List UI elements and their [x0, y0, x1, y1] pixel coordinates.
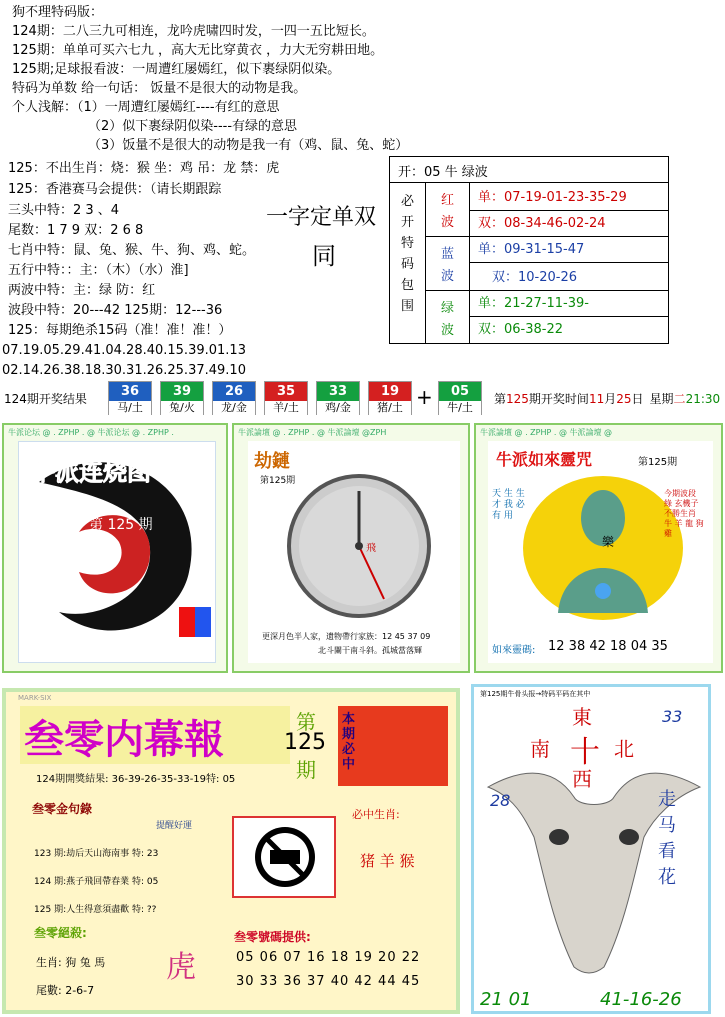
- ball-number: 05: [439, 382, 481, 401]
- panel-inner: [488, 441, 713, 663]
- wave-char: 波: [440, 215, 454, 230]
- ball-number: 35: [265, 382, 307, 401]
- next-day: 25: [616, 392, 632, 406]
- red-even-row: [470, 211, 668, 237]
- line-wave: 两波中特：主：绿 防：红: [8, 283, 156, 298]
- ball-zodiac: 龙/金: [213, 401, 255, 416]
- verse-num: 123: [34, 849, 52, 859]
- result-ball: [160, 381, 204, 415]
- kill-zodiac-values: 狗 兔 馬: [65, 956, 106, 969]
- panel-clock: [232, 423, 470, 673]
- same-word: 同: [312, 242, 336, 270]
- vertical-char: 围: [400, 299, 414, 314]
- next-weekday: 二: [673, 392, 686, 406]
- panel-period: 第 125 期: [89, 517, 153, 533]
- line-124: 124期：二八三九可相连，龙吟虎啸四时发，一四一五比短长。: [12, 24, 375, 39]
- single-double-word: 一字定单双: [266, 205, 377, 230]
- wave-char: 波: [440, 269, 454, 284]
- kill-tail-values: 2-6-7: [65, 984, 95, 997]
- no-sign-box: [232, 816, 336, 898]
- row-label: 单：: [478, 296, 505, 311]
- row-label: 双：: [478, 322, 505, 337]
- next-day-unit: 日: [631, 392, 644, 406]
- line-five: 五行中特：：主：（木）（水）淮]: [8, 263, 189, 278]
- vertical-char: 特: [400, 236, 414, 251]
- result-ball: [212, 381, 256, 415]
- kill-tail: [36, 982, 94, 998]
- row-nums: 10-20-26: [518, 270, 578, 285]
- panel-header: 第125期牛骨头报→特码平码在其中: [480, 690, 591, 698]
- clock-mark: 飛: [366, 543, 376, 554]
- line-hk: 125：香港赛马会提供：（请长期跟踪: [8, 182, 222, 197]
- issue-number: 125: [284, 730, 326, 755]
- red-wave-label: [426, 183, 470, 237]
- panel-thirty-news: [2, 688, 460, 1014]
- kill-tail-label: 尾數:: [36, 984, 62, 997]
- result-ball: [108, 381, 152, 415]
- special-ball: [438, 381, 482, 415]
- vertical-char: 必: [400, 194, 414, 209]
- line-nums-2: 02.14.26.38.18.30.31.26.25.37.49.10: [2, 363, 246, 378]
- wave-char: 绿: [440, 301, 454, 316]
- line-personal-2: （2）似下裹绿阴似染----有绿的意思: [88, 119, 298, 134]
- line-nums-1: 07.19.05.29.41.04.28.40.15.39.01.13: [2, 343, 246, 358]
- result-ball: [316, 381, 360, 415]
- panel-verse-1: 更深月色半人家，遗物帶行家族：12 45 37 09: [262, 632, 431, 641]
- panel-title: 叁零内幕報: [24, 717, 224, 763]
- vertical-char: 开: [400, 215, 414, 230]
- blue-even-row: [470, 265, 668, 291]
- left-header: 叁零金句錄: [32, 802, 93, 816]
- hint-text: 提醒好運: [156, 821, 193, 831]
- line-single: 特码为单数 给一句话： 饭量不是很大的动物是我。: [12, 81, 307, 96]
- di-char: 第: [296, 710, 316, 734]
- green-odd-row: [470, 291, 668, 317]
- row-label: 单：: [478, 190, 505, 205]
- qi-char: 期: [296, 758, 316, 782]
- south-char: 南: [530, 737, 550, 761]
- plus-sign: +: [416, 385, 433, 409]
- panel-right-text: 今期波段 綠 玄機子 不勝生肖 牛 羊 龍 狗 雞: [664, 489, 704, 538]
- ball-zodiac: 马/土: [109, 401, 151, 416]
- vertical-char: 码: [400, 257, 414, 272]
- next-week: 星期: [649, 392, 674, 406]
- side-text: [658, 787, 680, 891]
- panel-bottom-label: 如來靈碼:: [492, 645, 536, 656]
- panel-left-text: 天 生 生 才 我 必 有 用: [492, 489, 525, 521]
- panel-verse-2: 北斗闌干南斗斜。孤城當落輝: [318, 646, 422, 655]
- result-row: [0, 381, 725, 417]
- green-wave-label: [426, 291, 470, 343]
- row-nums: 06-38-22: [504, 322, 564, 337]
- panel-inner: [18, 441, 216, 663]
- panel-bottom-nums: 12 38 42 18 04 35: [548, 639, 668, 654]
- row-nums: 07-19-01-23-35-29: [504, 190, 627, 205]
- next-time: 21:30: [685, 392, 721, 406]
- ball-zodiac: 兔/火: [161, 401, 203, 416]
- next-prefix: 第: [494, 392, 507, 406]
- line-band: 波段中特：20---42 125期：12---36: [8, 303, 223, 318]
- green-even-row: [470, 317, 668, 343]
- line-125a: 125期：单单可买六七九 ，高大无比穿黄衣 ，力大无穷耕田地。: [12, 43, 384, 58]
- line-head3: 三头中特：2 3 、4: [8, 203, 120, 218]
- number-33: 33: [662, 707, 683, 726]
- number-28: 28: [490, 791, 511, 810]
- ball-zodiac: 牛/土: [439, 401, 481, 416]
- next-mid: 期开奖时间: [528, 392, 589, 406]
- wave-char: 红: [440, 193, 454, 208]
- open-result: 开：05 牛 绿波: [390, 157, 668, 183]
- line-must: 125：每期绝杀15码（准！准！准！）: [8, 323, 232, 338]
- headline-title: 狗不理特码版：: [12, 5, 104, 20]
- ball-number: 36: [109, 382, 151, 401]
- next-month-unit: 月: [604, 392, 617, 406]
- vertical-char: 包: [400, 278, 414, 293]
- must-box: [338, 706, 448, 786]
- side-char: 走: [658, 789, 676, 810]
- last-result-line: 124期開獎結果: 36-39-26-35-33-19特: 05: [36, 774, 236, 785]
- verse-text: 期:人生得意須盡歡 特: ??: [54, 905, 157, 915]
- no-truck-icon: [252, 824, 318, 890]
- wave-char: 波: [440, 323, 454, 338]
- must-zodiac-label: 必中生肖:: [352, 808, 400, 821]
- code-label: 叁零號碼提供:: [234, 930, 311, 944]
- panel-title: 牛派如來靈咒: [496, 450, 593, 469]
- row-nums: 21-27-11-39-: [504, 296, 589, 311]
- row-nums: 08-34-46-02-24: [504, 216, 606, 231]
- verse-text: 期:劫后天山海南事 特: 23: [54, 849, 159, 859]
- cross-char: 十: [570, 735, 600, 770]
- verse-text: 期:燕子飛回帶春業 特: 05: [54, 877, 159, 887]
- must-text: 本期必中: [342, 712, 356, 772]
- red-odd-row: [470, 185, 668, 211]
- panel-title: 劫鏈: [254, 451, 290, 472]
- panel-border-text: 牛派論壇 @ . ZPHP . @ 牛派論壇 @: [480, 428, 613, 437]
- row-label: 双：: [478, 216, 505, 231]
- next-month: 11: [588, 392, 605, 406]
- line-seven: 七肖中特：鼠、兔、猴、牛、狗、鸡、蛇。: [8, 243, 256, 258]
- verse-row: [34, 846, 158, 859]
- east-char: 東: [572, 705, 592, 729]
- result-ball: [368, 381, 412, 415]
- line-tail: 尾数：1 7 9 双：2 6 8: [8, 223, 144, 238]
- result-ball: [264, 381, 308, 415]
- kill-zodiac-label: 生肖:: [36, 956, 62, 969]
- ball-number: 39: [161, 382, 203, 401]
- wave-info-box: [389, 156, 669, 344]
- row-label: 单：: [478, 242, 505, 257]
- blue-odd-row: [470, 237, 668, 263]
- north-char: 北: [614, 737, 634, 761]
- panel-fire-chart: [2, 423, 228, 673]
- panel-ox-skull: [471, 684, 711, 1014]
- side-char: 马: [658, 815, 676, 836]
- kill-label: 叁零絕殺:: [34, 926, 87, 940]
- verse-num: 125: [34, 905, 52, 915]
- vertical-label: [390, 183, 426, 343]
- kill-zodiac: [36, 954, 105, 970]
- panel-border-text: 牛派論壇 @ . ZPHP . @ 牛派論壇 @ZPH: [238, 428, 387, 437]
- next-period: 125: [506, 392, 529, 406]
- line-unlike: 125：不出生肖：烧：猴 坐：鸡 吊：龙 禁：虎: [8, 161, 280, 176]
- must-zodiac-values: 猪 羊 猴: [360, 852, 415, 870]
- ball-number: 33: [317, 382, 359, 401]
- panel-period: 第125期: [260, 476, 296, 486]
- bottom-left-nums: 21 01: [480, 989, 532, 1010]
- line-personal: 个人浅解：（1）一周遭红屡嫣红----有红的意思: [12, 100, 280, 115]
- blue-wave-label: [426, 237, 470, 291]
- next-draw-time: [494, 390, 720, 407]
- panel-border-text: MARK-SIX: [18, 694, 52, 702]
- panel-border-text: 牛派论坛 @ . ZPHP . @ 牛派论坛 @ . ZPHP .: [8, 428, 174, 437]
- bottom-right-nums: 41-16-26: [600, 989, 682, 1010]
- verse-row: [34, 874, 158, 887]
- panel-center-char: 樂: [602, 535, 615, 549]
- west-char: 西: [572, 767, 592, 791]
- verse-row: [34, 902, 156, 915]
- ball-zodiac: 鸡/金: [317, 401, 359, 416]
- row-label: 双：: [492, 270, 519, 285]
- result-label: 124期开奖结果: [4, 392, 87, 406]
- side-char: 花: [658, 867, 676, 888]
- side-char: 看: [658, 841, 676, 862]
- line-125b: 125期;足球报看波：一周遭红屡嫣红，似下裹绿阴似染。: [12, 62, 341, 77]
- ball-zodiac: 猪/土: [369, 401, 411, 416]
- panel-title: 牛派连烧图: [31, 458, 151, 486]
- codes-row-2: 30 33 36 37 40 42 44 45: [236, 974, 421, 989]
- tiger-char: 虎: [166, 950, 196, 985]
- line-personal-3: （3）饭量不是很大的动物是我一有（鸡、鼠、兔、蛇）: [88, 138, 409, 153]
- panel-inner: [248, 441, 460, 663]
- wave-char: 蓝: [440, 247, 454, 262]
- ball-number: 26: [213, 382, 255, 401]
- row-nums: 09-31-15-47: [504, 242, 585, 257]
- ball-number: 19: [369, 382, 411, 401]
- panel-period: 第125期: [638, 457, 678, 468]
- ball-zodiac: 羊/土: [265, 401, 307, 416]
- codes-row-1: 05 06 07 16 18 19 20 22: [236, 950, 421, 965]
- clock-graphic: [284, 471, 434, 621]
- panel-buddha: [474, 423, 723, 673]
- verse-num: 124: [34, 877, 52, 887]
